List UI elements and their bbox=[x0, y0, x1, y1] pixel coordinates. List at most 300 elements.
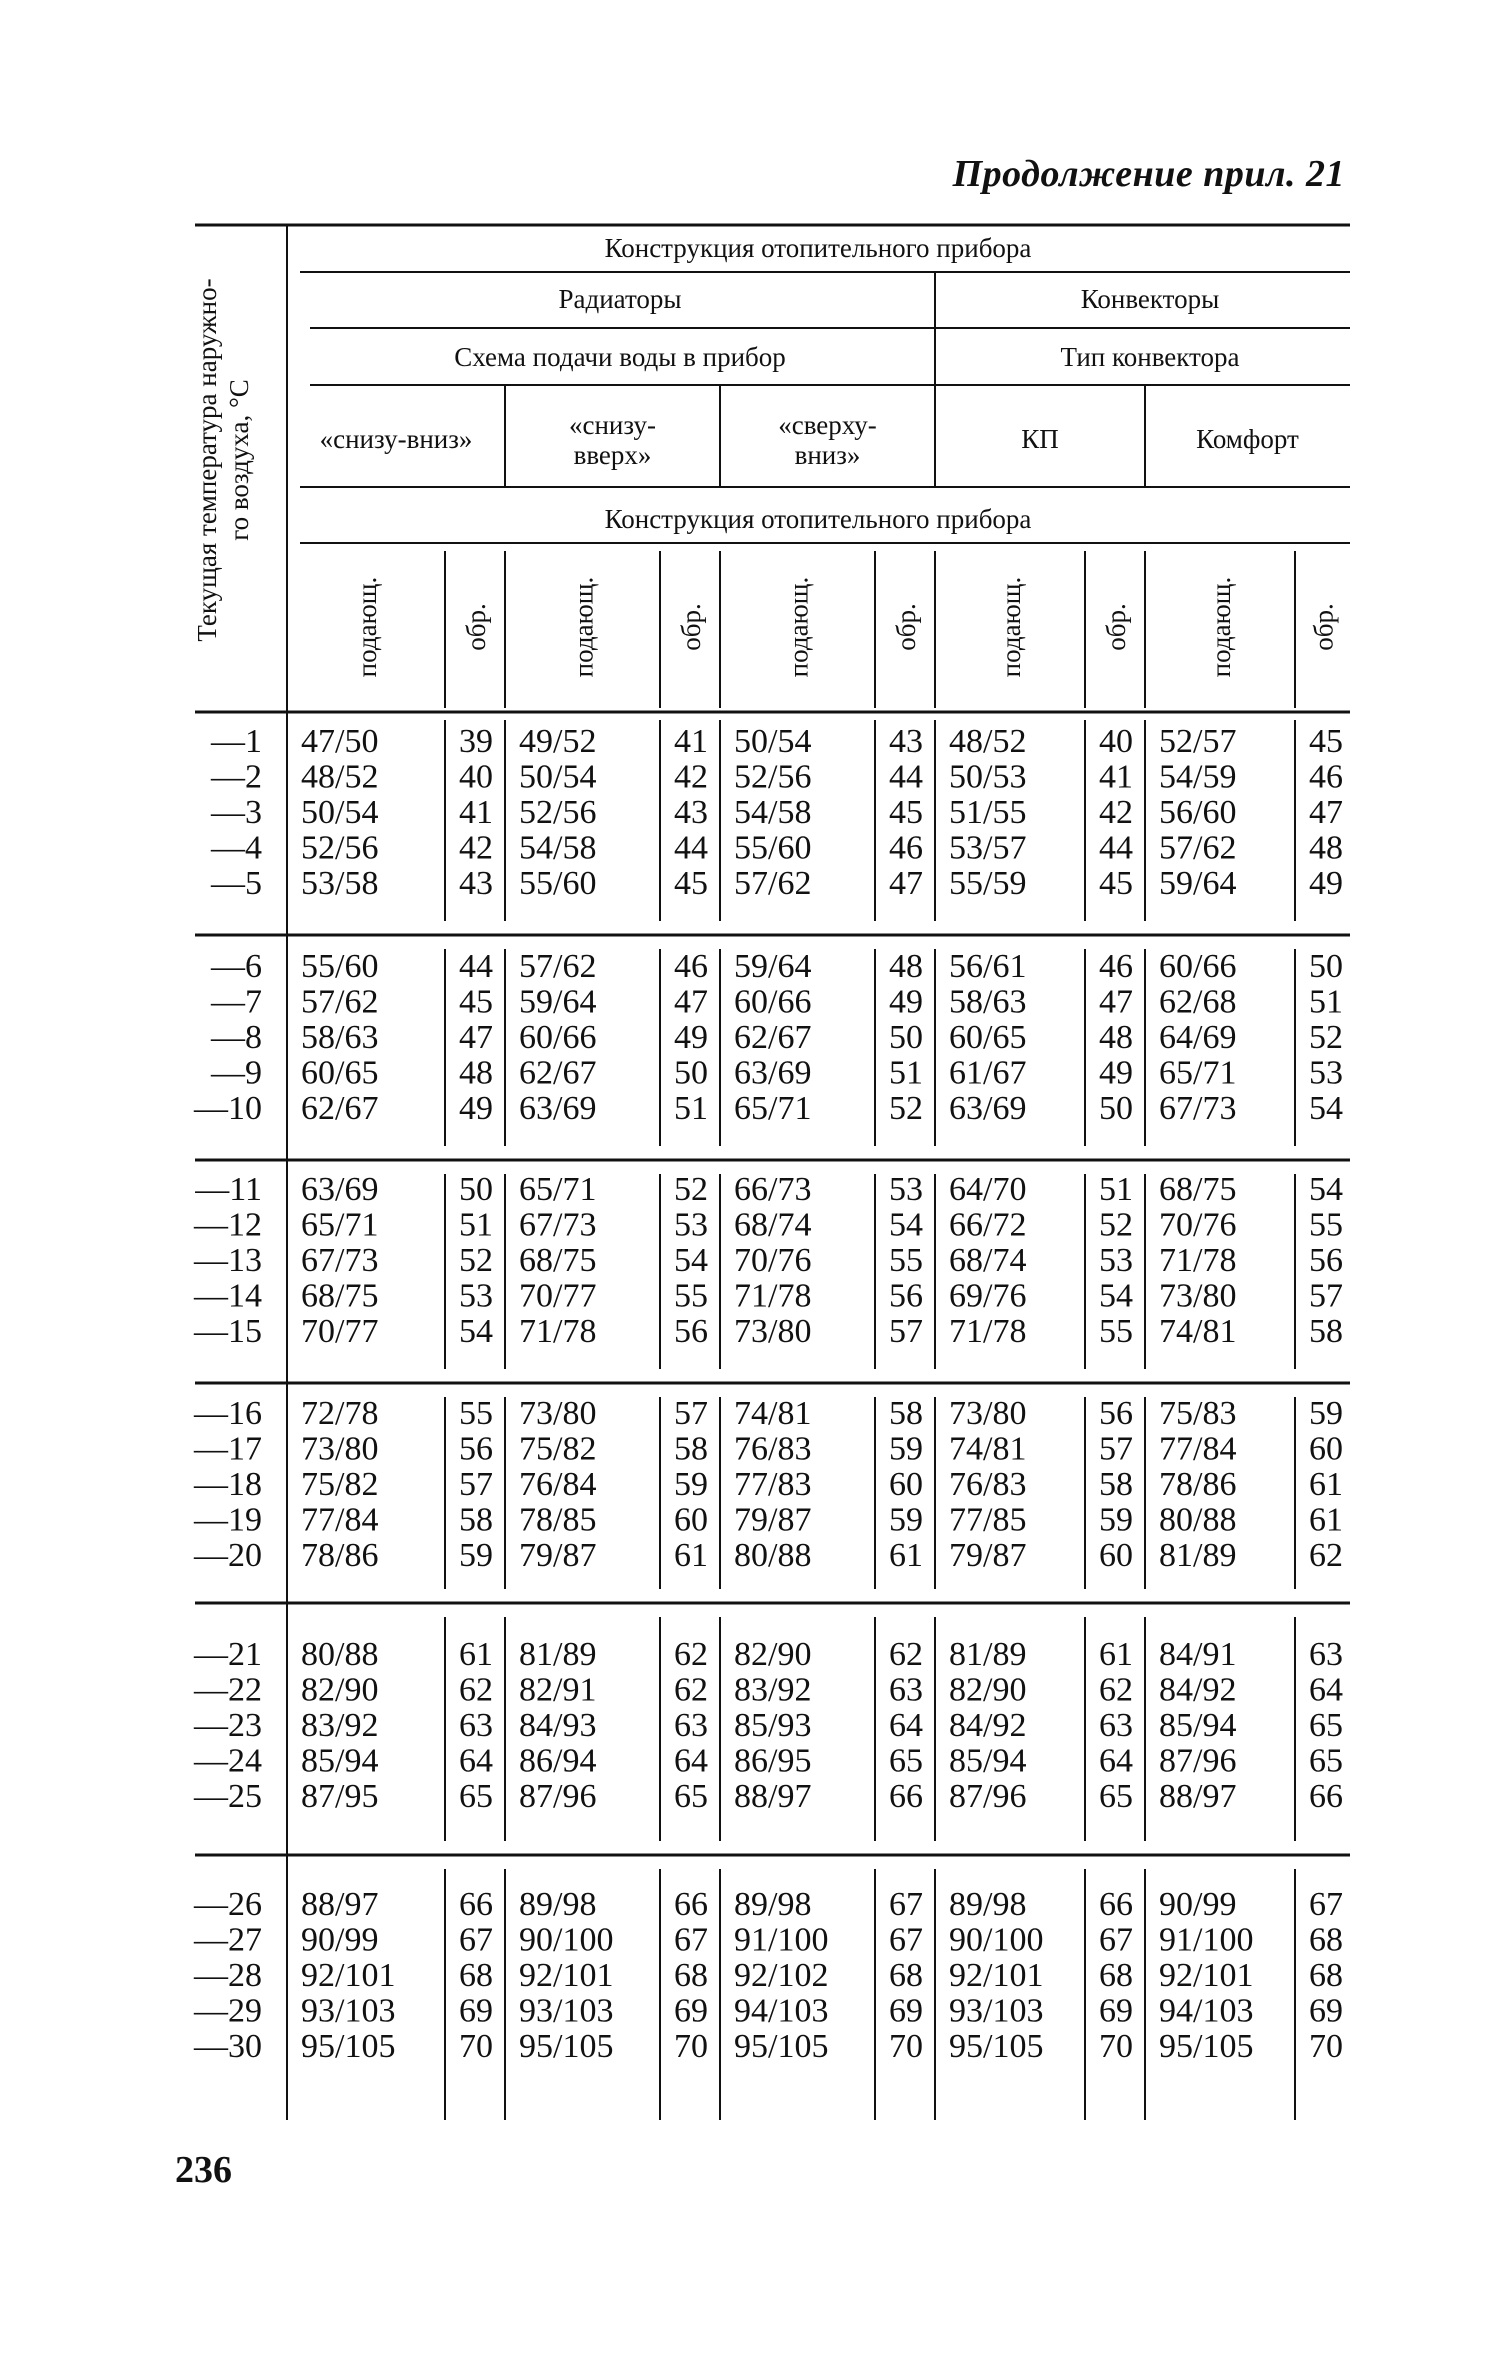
return-temp-cell: 50 bbox=[1099, 1090, 1133, 1127]
return-temp-cell: 55 bbox=[1099, 1313, 1133, 1350]
supply-temp-cell: 94/103 bbox=[1159, 1992, 1254, 2030]
return-temp-cell: 56 bbox=[1309, 1242, 1343, 1279]
supply-temp-cell: 93/103 bbox=[519, 1992, 614, 2030]
supply-temp-cell: 57/62 bbox=[734, 865, 812, 902]
supply-temp-cell: 79/87 bbox=[519, 1537, 597, 1574]
supply-temp-cell: 78/86 bbox=[301, 1537, 379, 1574]
return-temp-cell: 42 bbox=[1099, 794, 1133, 831]
supply-temp-cell: 84/92 bbox=[1159, 1671, 1237, 1709]
return-temp-cell: 69 bbox=[459, 1992, 493, 2030]
supply-temp-cell: 76/83 bbox=[734, 1430, 812, 1468]
return-temp-cell: 45 bbox=[1309, 723, 1343, 760]
temperature-value: —1 bbox=[211, 723, 262, 760]
return-temp-cell: 51 bbox=[1309, 983, 1343, 1021]
scheme-bottom-top: «снизу-вверх» bbox=[569, 410, 656, 470]
return-temp-cell: 70 bbox=[1309, 2028, 1343, 2065]
supply-temp-cell: 78/86 bbox=[1159, 1466, 1237, 1503]
supply-temp-cell: 68/74 bbox=[949, 1242, 1027, 1279]
return-temp-cell: 68 bbox=[674, 1957, 708, 1994]
supply-temp-cell: 66/73 bbox=[734, 1171, 812, 1208]
return-temp-cell: 63 bbox=[1099, 1707, 1133, 1744]
return-temp-cell: 60 bbox=[1099, 1537, 1133, 1574]
supply-temp-cell: 94/103 bbox=[734, 1992, 829, 2030]
supply-temp-cell: 54/59 bbox=[1159, 758, 1237, 796]
return-temp-cell: 44 bbox=[459, 948, 493, 985]
return-temp-cell: 59 bbox=[1309, 1395, 1343, 1432]
supply-temp-cell: 82/90 bbox=[949, 1671, 1027, 1709]
temperature-value: —2 bbox=[211, 758, 262, 796]
return-temp-cell: 69 bbox=[1309, 1992, 1343, 2030]
return-temp-cell: 54 bbox=[674, 1242, 708, 1279]
supply-scheme-label: Схема подачи воды в прибор bbox=[454, 342, 786, 372]
supply-temp-cell: 92/101 bbox=[301, 1957, 396, 1994]
return-temp-cell: 58 bbox=[1099, 1466, 1133, 1503]
return-temp-cell: 49 bbox=[889, 983, 923, 1021]
supply-temp-cell: 67/73 bbox=[519, 1206, 597, 1244]
return-temp-cell: 66 bbox=[1309, 1778, 1343, 1815]
supply-temp-cell: 82/90 bbox=[301, 1671, 379, 1709]
supply-temp-cell: 53/57 bbox=[949, 829, 1027, 867]
return-temp-cell: 45 bbox=[459, 983, 493, 1021]
return-temp-cell: 59 bbox=[1099, 1501, 1133, 1539]
temperature-value: —18 bbox=[194, 1466, 262, 1503]
supply-temp-cell: 72/78 bbox=[301, 1395, 379, 1432]
supply-temp-cell: 66/72 bbox=[949, 1206, 1027, 1244]
supply-temp-cell: 76/83 bbox=[949, 1466, 1027, 1503]
return-temp-cell: 67 bbox=[1309, 1886, 1343, 1923]
return-column-label: обр. bbox=[461, 603, 491, 651]
temperature-value: —10 bbox=[194, 1090, 262, 1127]
supply-temp-cell: 95/105 bbox=[519, 2028, 614, 2065]
supply-temp-cell: 52/56 bbox=[519, 794, 597, 831]
return-temp-cell: 59 bbox=[889, 1430, 923, 1468]
supply-temp-cell: 73/80 bbox=[949, 1395, 1027, 1432]
return-temp-cell: 47 bbox=[889, 865, 923, 902]
supply-temp-cell: 86/95 bbox=[734, 1742, 812, 1780]
return-temp-cell: 47 bbox=[459, 1019, 493, 1056]
supply-temp-cell: 78/85 bbox=[519, 1501, 597, 1539]
supply-temp-cell: 63/69 bbox=[519, 1090, 597, 1127]
return-temp-cell: 52 bbox=[459, 1242, 493, 1279]
convector-type-label: Тип конвектора bbox=[1060, 342, 1240, 372]
supply-temp-cell: 71/78 bbox=[734, 1277, 812, 1315]
temperature-value: —27 bbox=[194, 1921, 262, 1959]
temperature-value: —5 bbox=[211, 865, 262, 902]
temperature-header: Текущая температура наружно-го воздуха, °С bbox=[192, 278, 254, 642]
return-temp-cell: 50 bbox=[889, 1019, 923, 1056]
return-temp-cell: 53 bbox=[674, 1206, 708, 1244]
return-temp-cell: 63 bbox=[889, 1671, 923, 1709]
supply-temp-cell: 73/80 bbox=[301, 1430, 379, 1468]
return-temp-cell: 48 bbox=[1099, 1019, 1133, 1056]
supply-temp-cell: 73/80 bbox=[734, 1313, 812, 1350]
return-temp-cell: 70 bbox=[889, 2028, 923, 2065]
page-number: 236 bbox=[175, 2149, 232, 2191]
supply-temp-cell: 55/60 bbox=[519, 865, 597, 902]
supply-temp-cell: 93/103 bbox=[301, 1992, 396, 2030]
supply-temp-cell: 70/77 bbox=[519, 1277, 597, 1315]
return-temp-cell: 56 bbox=[1099, 1395, 1133, 1432]
return-temp-cell: 65 bbox=[1309, 1707, 1343, 1744]
return-temp-cell: 41 bbox=[1099, 758, 1133, 796]
supply-temp-cell: 58/63 bbox=[949, 983, 1027, 1021]
convector-kp: КП bbox=[1021, 424, 1059, 454]
temperature-value: —3 bbox=[211, 794, 262, 831]
return-temp-cell: 50 bbox=[459, 1171, 493, 1208]
supply-temp-cell: 91/100 bbox=[734, 1921, 829, 1959]
return-temp-cell: 65 bbox=[889, 1742, 923, 1780]
supply-temp-cell: 88/97 bbox=[301, 1886, 379, 1923]
return-temp-cell: 39 bbox=[459, 723, 493, 760]
return-column-label: обр. bbox=[891, 603, 921, 651]
supply-temp-cell: 59/64 bbox=[734, 948, 812, 985]
return-temp-cell: 58 bbox=[674, 1430, 708, 1468]
return-temp-cell: 49 bbox=[1099, 1054, 1133, 1092]
return-temp-cell: 48 bbox=[459, 1054, 493, 1092]
temperature-value: —16 bbox=[194, 1395, 262, 1432]
supply-temp-cell: 90/100 bbox=[949, 1921, 1044, 1959]
supply-temp-cell: 87/96 bbox=[949, 1778, 1027, 1815]
temperature-value: —17 bbox=[194, 1430, 262, 1468]
supply-column-label: подающ. bbox=[352, 576, 382, 678]
supply-temp-cell: 84/92 bbox=[949, 1707, 1027, 1744]
return-temp-cell: 41 bbox=[674, 723, 708, 760]
temperature-value: —14 bbox=[194, 1277, 262, 1315]
temperature-value: —23 bbox=[194, 1707, 262, 1744]
supply-temp-cell: 80/88 bbox=[734, 1537, 812, 1574]
return-temp-cell: 58 bbox=[1309, 1313, 1343, 1350]
supply-temp-cell: 55/60 bbox=[301, 948, 379, 985]
return-temp-cell: 70 bbox=[674, 2028, 708, 2065]
return-temp-cell: 70 bbox=[459, 2028, 493, 2065]
supply-temp-cell: 83/92 bbox=[734, 1671, 812, 1709]
supply-temp-cell: 60/66 bbox=[519, 1019, 597, 1056]
return-temp-cell: 65 bbox=[1099, 1778, 1133, 1815]
return-temp-cell: 48 bbox=[889, 948, 923, 985]
return-temp-cell: 58 bbox=[889, 1395, 923, 1432]
supply-temp-cell: 95/105 bbox=[734, 2028, 829, 2065]
supply-temp-cell: 58/63 bbox=[301, 1019, 379, 1056]
return-temp-cell: 61 bbox=[889, 1537, 923, 1574]
supply-temp-cell: 68/75 bbox=[519, 1242, 597, 1279]
construction-title-top: Конструкция отопительного прибора bbox=[604, 233, 1032, 263]
supply-temp-cell: 79/87 bbox=[734, 1501, 812, 1539]
supply-temp-cell: 62/67 bbox=[734, 1019, 812, 1056]
supply-temp-cell: 75/83 bbox=[1159, 1395, 1237, 1432]
supply-temp-cell: 77/84 bbox=[301, 1501, 379, 1539]
return-temp-cell: 57 bbox=[889, 1313, 923, 1350]
supply-temp-cell: 49/52 bbox=[519, 723, 597, 760]
return-temp-cell: 57 bbox=[1099, 1430, 1133, 1468]
supply-temp-cell: 64/70 bbox=[949, 1171, 1027, 1208]
return-temp-cell: 55 bbox=[889, 1242, 923, 1279]
return-temp-cell: 43 bbox=[459, 865, 493, 902]
return-temp-cell: 67 bbox=[674, 1921, 708, 1959]
supply-temp-cell: 87/96 bbox=[1159, 1742, 1237, 1780]
return-column-label: обр. bbox=[1101, 603, 1131, 651]
return-temp-cell: 43 bbox=[674, 794, 708, 831]
supply-temp-cell: 48/52 bbox=[301, 758, 379, 796]
return-temp-cell: 65 bbox=[674, 1778, 708, 1815]
supply-temp-cell: 69/76 bbox=[949, 1277, 1027, 1315]
supply-temp-cell: 57/62 bbox=[301, 983, 379, 1021]
return-temp-cell: 57 bbox=[674, 1395, 708, 1432]
return-temp-cell: 61 bbox=[1309, 1501, 1343, 1539]
supply-column-label: подающ. bbox=[568, 576, 599, 678]
return-temp-cell: 68 bbox=[889, 1957, 923, 1994]
return-temp-cell: 43 bbox=[889, 723, 923, 760]
return-temp-cell: 47 bbox=[1309, 794, 1343, 831]
supply-temp-cell: 81/89 bbox=[1159, 1537, 1237, 1574]
return-temp-cell: 61 bbox=[459, 1636, 493, 1673]
return-temp-cell: 63 bbox=[674, 1707, 708, 1744]
supply-temp-cell: 51/55 bbox=[949, 794, 1027, 831]
return-temp-cell: 65 bbox=[459, 1778, 493, 1815]
supply-temp-cell: 68/74 bbox=[734, 1206, 812, 1244]
supply-temp-cell: 74/81 bbox=[1159, 1313, 1237, 1350]
return-temp-cell: 60 bbox=[674, 1501, 708, 1539]
return-temp-cell: 61 bbox=[674, 1537, 708, 1574]
return-temp-cell: 62 bbox=[674, 1636, 708, 1673]
return-temp-cell: 62 bbox=[1309, 1537, 1343, 1574]
supply-temp-cell: 68/75 bbox=[301, 1277, 379, 1315]
return-temp-cell: 45 bbox=[889, 794, 923, 831]
return-temp-cell: 53 bbox=[1309, 1054, 1343, 1092]
supply-temp-cell: 70/76 bbox=[734, 1242, 812, 1279]
return-temp-cell: 66 bbox=[674, 1886, 708, 1923]
temperature-value: —29 bbox=[194, 1992, 262, 2030]
supply-temp-cell: 65/71 bbox=[734, 1090, 812, 1127]
return-temp-cell: 55 bbox=[674, 1277, 708, 1315]
supply-temp-cell: 81/89 bbox=[519, 1636, 597, 1673]
return-temp-cell: 54 bbox=[1309, 1090, 1343, 1127]
supply-temp-cell: 76/84 bbox=[519, 1466, 597, 1503]
supply-temp-cell: 62/67 bbox=[519, 1054, 597, 1092]
return-temp-cell: 56 bbox=[889, 1277, 923, 1315]
return-temp-cell: 61 bbox=[1309, 1466, 1343, 1503]
return-temp-cell: 68 bbox=[459, 1957, 493, 1994]
return-temp-cell: 53 bbox=[459, 1277, 493, 1315]
return-temp-cell: 61 bbox=[1099, 1636, 1133, 1673]
return-temp-cell: 42 bbox=[674, 758, 708, 796]
return-temp-cell: 51 bbox=[889, 1054, 923, 1092]
return-temp-cell: 54 bbox=[1309, 1171, 1343, 1208]
supply-temp-cell: 83/92 bbox=[301, 1707, 379, 1744]
return-temp-cell: 69 bbox=[1099, 1992, 1133, 2030]
return-temp-cell: 54 bbox=[1099, 1277, 1133, 1315]
return-temp-cell: 68 bbox=[1309, 1921, 1343, 1959]
supply-temp-cell: 67/73 bbox=[1159, 1090, 1237, 1127]
supply-temp-cell: 60/66 bbox=[1159, 948, 1237, 985]
return-temp-cell: 59 bbox=[889, 1501, 923, 1539]
supply-temp-cell: 80/88 bbox=[1159, 1501, 1237, 1539]
return-temp-cell: 44 bbox=[1099, 829, 1133, 867]
return-temp-cell: 44 bbox=[889, 758, 923, 796]
supply-temp-cell: 84/91 bbox=[1159, 1636, 1237, 1673]
return-temp-cell: 57 bbox=[1309, 1277, 1343, 1315]
supply-temp-cell: 77/85 bbox=[949, 1501, 1027, 1539]
return-temp-cell: 67 bbox=[1099, 1921, 1133, 1959]
supply-temp-cell: 56/60 bbox=[1159, 794, 1237, 831]
supply-temp-cell: 89/98 bbox=[949, 1886, 1027, 1923]
temperature-value: —19 bbox=[194, 1501, 262, 1539]
temperature-value: —15 bbox=[194, 1313, 262, 1350]
supply-temp-cell: 50/53 bbox=[949, 758, 1027, 796]
supply-temp-cell: 50/54 bbox=[301, 794, 379, 831]
supply-temp-cell: 74/81 bbox=[949, 1430, 1027, 1468]
return-temp-cell: 67 bbox=[889, 1921, 923, 1959]
supply-temp-cell: 71/78 bbox=[1159, 1242, 1237, 1279]
supply-temp-cell: 75/82 bbox=[301, 1466, 379, 1503]
return-column-label: обр. bbox=[1308, 603, 1339, 651]
return-temp-cell: 64 bbox=[459, 1742, 493, 1780]
return-temp-cell: 66 bbox=[889, 1778, 923, 1815]
return-temp-cell: 52 bbox=[889, 1090, 923, 1127]
supply-temp-cell: 89/98 bbox=[519, 1886, 597, 1923]
supply-temp-cell: 82/90 bbox=[734, 1636, 812, 1673]
return-temp-cell: 62 bbox=[889, 1636, 923, 1673]
return-temp-cell: 40 bbox=[459, 758, 493, 796]
return-temp-cell: 46 bbox=[889, 829, 923, 867]
return-temp-cell: 46 bbox=[674, 948, 708, 985]
supply-temp-cell: 87/95 bbox=[301, 1778, 379, 1815]
return-temp-cell: 59 bbox=[674, 1466, 708, 1503]
temperature-value: —22 bbox=[194, 1671, 262, 1709]
supply-temp-cell: 53/58 bbox=[301, 865, 379, 902]
temperature-value: —4 bbox=[211, 829, 262, 867]
supply-temp-cell: 54/58 bbox=[734, 794, 812, 831]
supply-temp-cell: 74/81 bbox=[734, 1395, 812, 1432]
temperature-value: —12 bbox=[194, 1206, 262, 1244]
supply-temp-cell: 56/61 bbox=[949, 948, 1027, 985]
return-temp-cell: 64 bbox=[674, 1742, 708, 1780]
return-temp-cell: 67 bbox=[889, 1886, 923, 1923]
supply-temp-cell: 70/77 bbox=[301, 1313, 379, 1350]
supply-temp-cell: 55/59 bbox=[949, 865, 1027, 902]
temperature-value: —11 bbox=[195, 1171, 262, 1208]
temperature-value: —28 bbox=[194, 1957, 262, 1994]
supply-temp-cell: 47/50 bbox=[301, 723, 379, 760]
supply-temp-cell: 65/71 bbox=[519, 1171, 597, 1208]
supply-temp-cell: 59/64 bbox=[1159, 865, 1237, 902]
supply-temp-cell: 52/56 bbox=[301, 829, 379, 867]
return-temp-cell: 62 bbox=[459, 1671, 493, 1709]
return-temp-cell: 40 bbox=[1099, 723, 1133, 760]
supply-temp-cell: 50/54 bbox=[734, 723, 812, 760]
supply-temp-cell: 95/105 bbox=[949, 2028, 1044, 2065]
return-temp-cell: 45 bbox=[1099, 865, 1133, 902]
temperature-value: —21 bbox=[194, 1636, 262, 1673]
supply-temp-cell: 89/98 bbox=[734, 1886, 812, 1923]
return-temp-cell: 46 bbox=[1099, 948, 1133, 985]
supply-temp-cell: 75/82 bbox=[519, 1430, 597, 1468]
supply-temp-cell: 52/57 bbox=[1159, 723, 1237, 760]
return-temp-cell: 56 bbox=[459, 1430, 493, 1468]
return-temp-cell: 62 bbox=[1099, 1671, 1133, 1709]
supply-temp-cell: 60/65 bbox=[301, 1054, 379, 1092]
supply-temp-cell: 85/93 bbox=[734, 1707, 812, 1744]
supply-temp-cell: 84/93 bbox=[519, 1707, 597, 1744]
supply-temp-cell: 63/69 bbox=[949, 1090, 1027, 1127]
return-temp-cell: 58 bbox=[459, 1501, 493, 1539]
return-temp-cell: 49 bbox=[1309, 865, 1343, 902]
supply-temp-cell: 57/62 bbox=[1159, 829, 1237, 867]
supply-column-label: подающ. bbox=[783, 576, 814, 678]
supply-temp-cell: 92/102 bbox=[734, 1957, 829, 1994]
supply-temp-cell: 65/71 bbox=[1159, 1054, 1237, 1092]
return-temp-cell: 47 bbox=[674, 983, 708, 1021]
return-temp-cell: 52 bbox=[1099, 1206, 1133, 1244]
return-temp-cell: 65 bbox=[1309, 1742, 1343, 1780]
supply-temp-cell: 82/91 bbox=[519, 1671, 597, 1709]
return-temp-cell: 68 bbox=[1309, 1957, 1343, 1994]
supply-temp-cell: 60/65 bbox=[949, 1019, 1027, 1056]
return-temp-cell: 51 bbox=[1099, 1171, 1133, 1208]
supply-temp-cell: 70/76 bbox=[1159, 1206, 1237, 1244]
return-temp-cell: 55 bbox=[1309, 1206, 1343, 1244]
supply-column-label: подающ. bbox=[996, 576, 1026, 678]
supply-temp-cell: 81/89 bbox=[949, 1636, 1027, 1673]
return-temp-cell: 62 bbox=[674, 1671, 708, 1709]
supply-temp-cell: 55/60 bbox=[734, 829, 812, 867]
supply-temp-cell: 52/56 bbox=[734, 758, 812, 796]
temperature-value: —26 bbox=[194, 1886, 262, 1923]
return-temp-cell: 63 bbox=[1309, 1636, 1343, 1673]
supply-temp-cell: 95/105 bbox=[1159, 2028, 1254, 2065]
return-temp-cell: 64 bbox=[889, 1707, 923, 1744]
supply-temp-cell: 85/94 bbox=[301, 1742, 379, 1780]
return-temp-cell: 69 bbox=[889, 1992, 923, 2030]
supply-temp-cell: 71/78 bbox=[949, 1313, 1027, 1350]
supply-temp-cell: 63/69 bbox=[301, 1171, 379, 1208]
return-temp-cell: 68 bbox=[1099, 1957, 1133, 1994]
supply-temp-cell: 57/62 bbox=[519, 948, 597, 985]
return-temp-cell: 51 bbox=[459, 1206, 493, 1244]
supply-temp-cell: 93/103 bbox=[949, 1992, 1044, 2030]
return-temp-cell: 56 bbox=[674, 1313, 708, 1350]
return-temp-cell: 44 bbox=[674, 829, 708, 867]
return-temp-cell: 52 bbox=[1309, 1019, 1343, 1056]
radiators-label: Радиаторы bbox=[558, 284, 682, 314]
return-temp-cell: 49 bbox=[459, 1090, 493, 1127]
return-temp-cell: 54 bbox=[459, 1313, 493, 1350]
return-temp-cell: 52 bbox=[674, 1171, 708, 1208]
scheme-top-bottom: «сверху-вниз» bbox=[778, 410, 877, 470]
return-temp-cell: 45 bbox=[674, 865, 708, 902]
return-temp-cell: 51 bbox=[674, 1090, 708, 1127]
supply-temp-cell: 62/67 bbox=[301, 1090, 379, 1127]
supply-temp-cell: 87/96 bbox=[519, 1778, 597, 1815]
supply-column-label: подающ. bbox=[1206, 576, 1236, 678]
temperature-value: —30 bbox=[194, 2028, 262, 2065]
page-header: Продолжение прил. 21 bbox=[952, 153, 1345, 195]
supply-temp-cell: 95/105 bbox=[301, 2028, 396, 2065]
supply-temp-cell: 68/75 bbox=[1159, 1171, 1237, 1208]
return-temp-cell: 54 bbox=[889, 1206, 923, 1244]
temperature-value: —7 bbox=[211, 983, 262, 1021]
return-temp-cell: 47 bbox=[1099, 983, 1133, 1021]
temperature-value: —9 bbox=[211, 1054, 262, 1092]
supply-temp-cell: 85/94 bbox=[1159, 1707, 1237, 1744]
supply-temp-cell: 92/101 bbox=[949, 1957, 1044, 1994]
return-temp-cell: 57 bbox=[459, 1466, 493, 1503]
return-temp-cell: 70 bbox=[1099, 2028, 1133, 2065]
supply-temp-cell: 61/67 bbox=[949, 1054, 1027, 1092]
supply-temp-cell: 48/52 bbox=[949, 723, 1027, 760]
supply-temp-cell: 60/66 bbox=[734, 983, 812, 1021]
supply-temp-cell: 79/87 bbox=[949, 1537, 1027, 1574]
temperature-value: —24 bbox=[194, 1742, 262, 1780]
